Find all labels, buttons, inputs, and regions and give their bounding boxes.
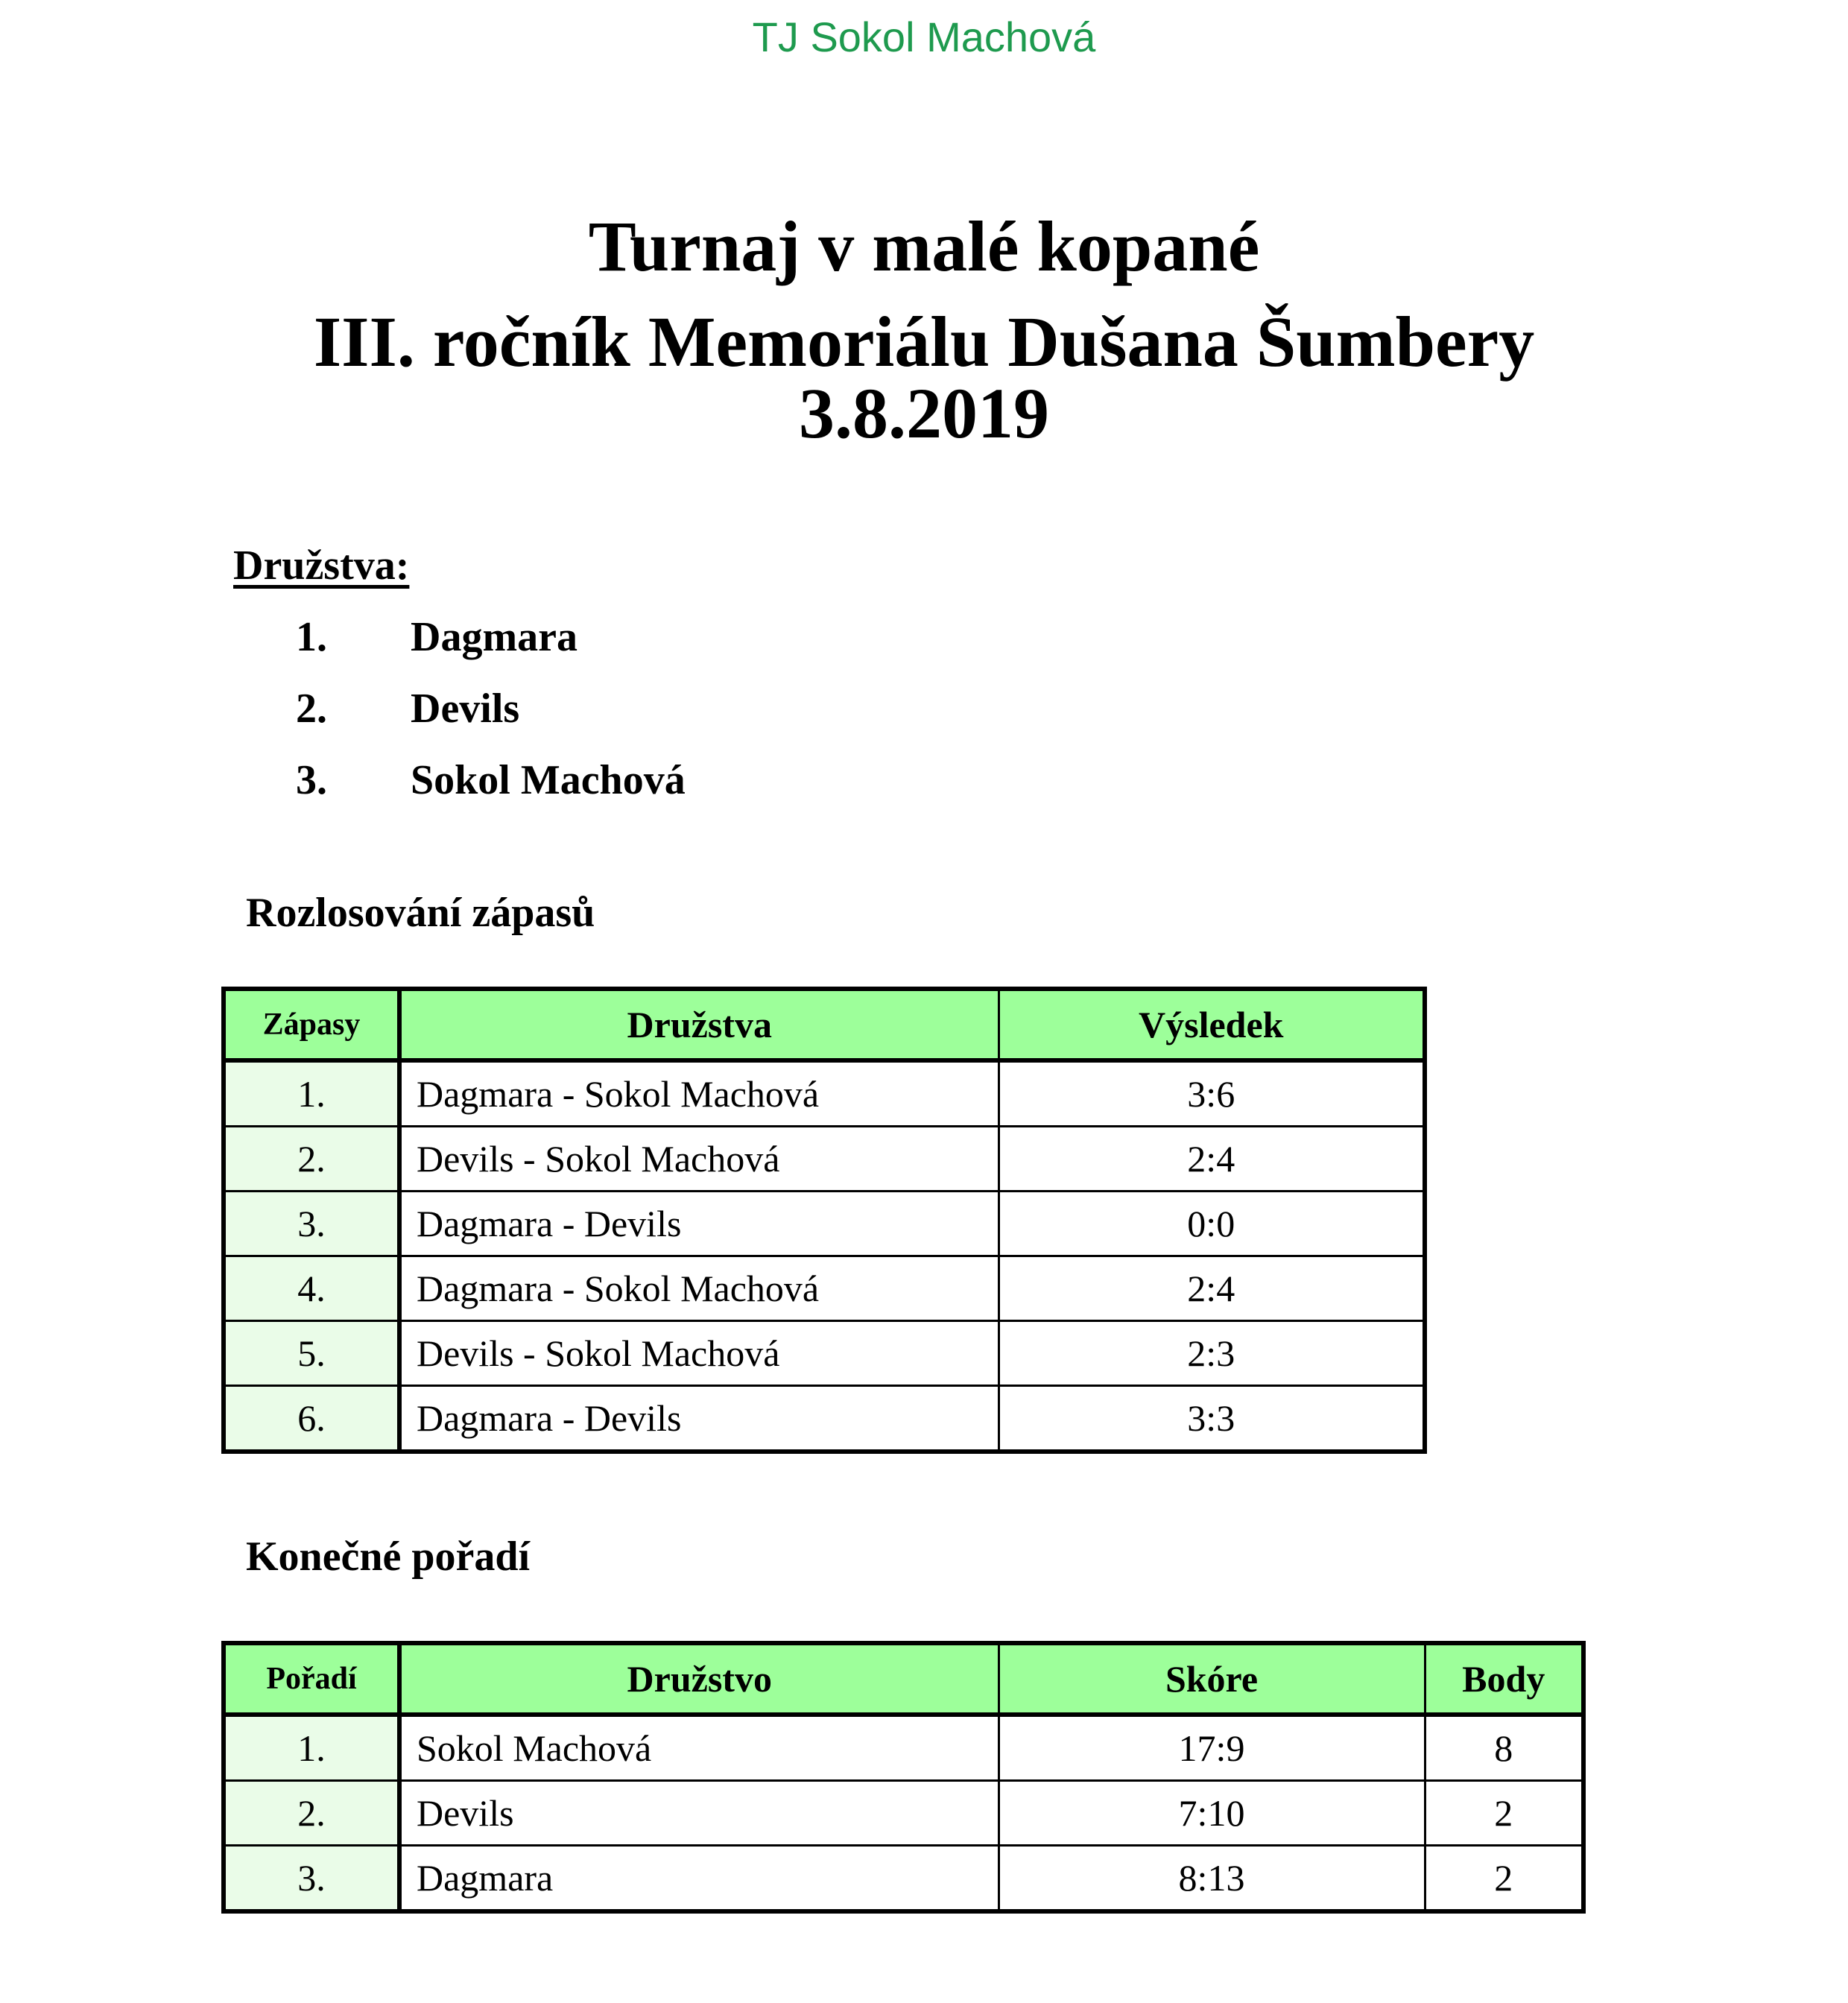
match-teams: Dagmara - Devils [399, 1192, 999, 1256]
match-number: 6. [224, 1386, 399, 1452]
standing-rank: 1. [224, 1715, 399, 1781]
match-number: 1. [224, 1060, 399, 1127]
match-teams: Dagmara - Sokol Machová [399, 1060, 999, 1127]
tournament-title: Turnaj v malé kopané [588, 206, 1260, 286]
list-item [0, 611, 1043, 663]
standing-rank: 3. [224, 1846, 399, 1912]
table-row [224, 1060, 1425, 1127]
column-header-result: Výsledek [999, 989, 1425, 1060]
match-number: 5. [224, 1321, 399, 1386]
standing-team: Devils [399, 1781, 999, 1846]
standing-score: 7:10 [999, 1781, 1425, 1846]
match-number: 3. [224, 1192, 399, 1256]
team-name: Dagmara [411, 614, 578, 660]
standing-team: Dagmara [399, 1846, 999, 1912]
table-row [224, 1715, 1583, 1781]
table-row [224, 1321, 1425, 1386]
table-header-row [224, 1643, 1583, 1715]
standings-heading: Konečné pořadí [246, 1534, 531, 1580]
match-teams: Dagmara - Sokol Machová [399, 1256, 999, 1321]
match-number: 2. [224, 1127, 399, 1192]
table-header-row [224, 989, 1425, 1060]
teams-heading: Družstva: [233, 542, 410, 589]
match-number: 4. [224, 1256, 399, 1321]
column-header-team: Družstvo [399, 1643, 999, 1715]
club-header: TJ Sokol Machová [752, 13, 1096, 60]
standing-points: 2 [1425, 1781, 1583, 1846]
tournament-date: 3.8.2019 [799, 373, 1049, 453]
standing-points: 2 [1425, 1846, 1583, 1912]
standing-score: 8:13 [999, 1846, 1425, 1912]
match-result: 3:3 [999, 1386, 1425, 1452]
list-item [0, 754, 1043, 806]
table-row [224, 1192, 1425, 1256]
table-row [224, 1846, 1583, 1912]
table-row [224, 1127, 1425, 1192]
matches-table [221, 987, 1427, 1454]
standing-team: Sokol Machová [399, 1715, 999, 1781]
match-result: 2:4 [999, 1256, 1425, 1321]
team-number: 1. [296, 614, 327, 660]
memorial-subtitle: III. ročník Memoriálu Dušana Šumbery [313, 302, 1535, 382]
match-teams: Devils - Sokol Machová [399, 1127, 999, 1192]
match-result: 3:6 [999, 1060, 1425, 1127]
match-teams: Devils - Sokol Machová [399, 1321, 999, 1386]
table-row [224, 1386, 1425, 1452]
standing-score: 17:9 [999, 1715, 1425, 1781]
match-result: 0:0 [999, 1192, 1425, 1256]
column-header-points: Body [1425, 1643, 1583, 1715]
standing-rank: 2. [224, 1781, 399, 1846]
table-row [224, 1781, 1583, 1846]
column-header-rank: Pořadí [224, 1643, 399, 1715]
column-header-matches: Zápasy [224, 989, 399, 1060]
list-item [0, 683, 1043, 735]
team-name: Devils [411, 686, 520, 732]
team-name: Sokol Machová [411, 757, 686, 803]
match-result: 2:3 [999, 1321, 1425, 1386]
team-number: 2. [296, 686, 327, 732]
column-header-teams: Družstva [399, 989, 999, 1060]
match-teams: Dagmara - Devils [399, 1386, 999, 1452]
match-result: 2:4 [999, 1127, 1425, 1192]
standings-table [221, 1641, 1586, 1914]
table-row [224, 1256, 1425, 1321]
team-number: 3. [296, 757, 327, 803]
column-header-score: Skóre [999, 1643, 1425, 1715]
standing-points: 8 [1425, 1715, 1583, 1781]
matches-heading: Rozlosování zápasů [246, 890, 595, 936]
